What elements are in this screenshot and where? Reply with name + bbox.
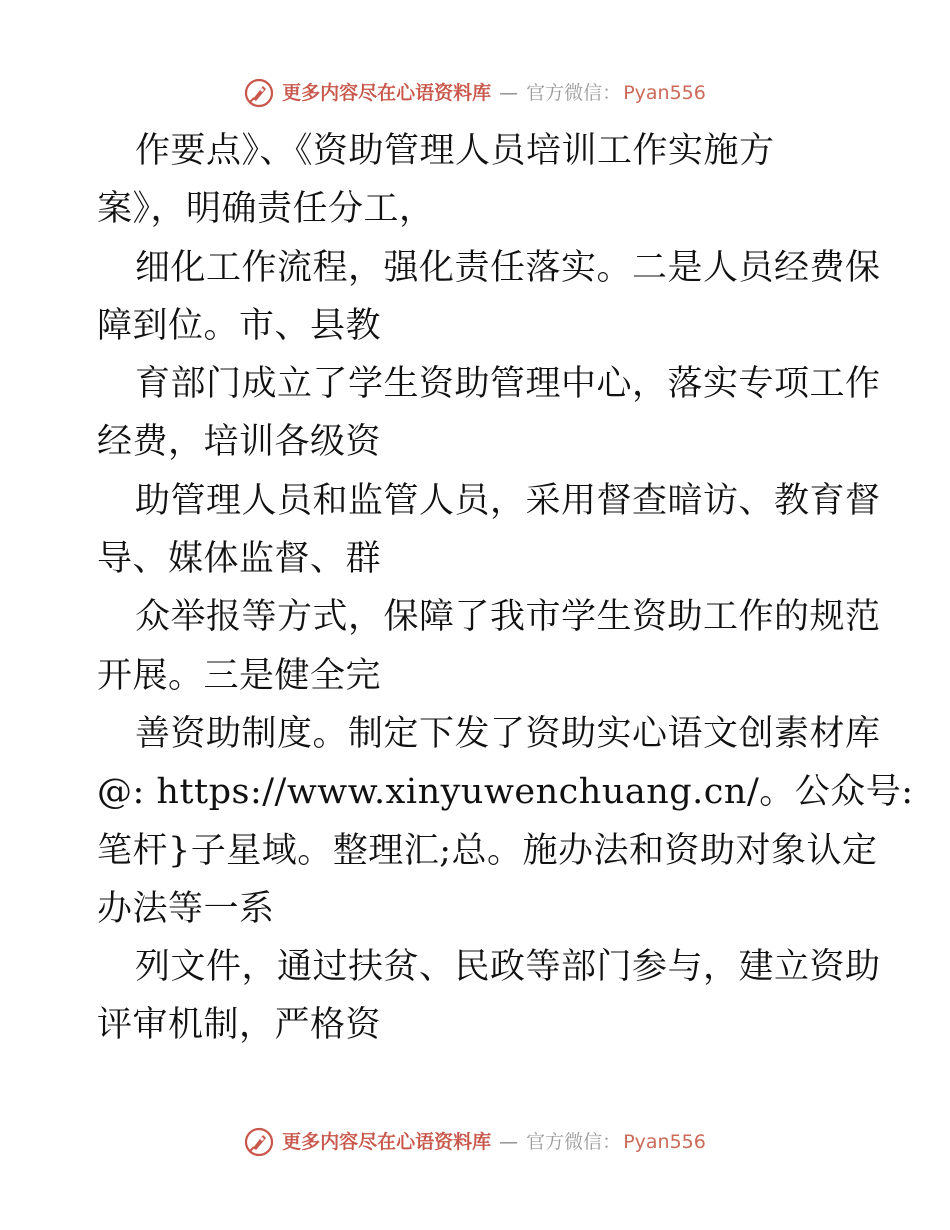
body-line-11: 善资助制度。制定下发了资助实心语文创素材库	[135, 713, 881, 754]
banner-title: 更多内容尽在心语资料库	[282, 82, 492, 104]
footer-banner	[0, 1127, 950, 1157]
document-body	[97, 122, 914, 1055]
header-banner	[0, 78, 950, 108]
footer-banner-wechat-label: 官方微信：	[526, 1131, 622, 1153]
body-line-12: @: https://www.xinyuwenchuang.cn/。公众号:	[97, 772, 914, 813]
body-line-16: 评审机制，严格资	[97, 1005, 382, 1046]
body-line-8: 导、媒体监督、群	[97, 539, 382, 580]
body-line-6: 经费，培训各级资	[97, 422, 382, 463]
footer-banner-wechat-id: Pyan556	[623, 1131, 706, 1153]
body-line-1: 作要点》、《资助管理人员培训工作实施方	[135, 131, 775, 171]
body-line-5: 育部门成立了学生资助管理中心，落实专项工作	[135, 364, 881, 405]
body-line-7: 助管理人员和监管人员，采用督查暗访、教育督	[135, 480, 881, 521]
footer-banner-dash: —	[499, 1131, 519, 1153]
body-line-14: 办法等一系	[97, 888, 275, 929]
banner-dash: —	[499, 82, 519, 104]
body-line-13: 笔杆}子星域。整理汇;总。施办法和资助对象认定	[97, 830, 878, 871]
banner-wechat-id: Pyan556	[623, 82, 706, 104]
body-line-2: 案》，明确责任分工，	[97, 189, 435, 230]
body-line-4: 障到位。市、县教	[97, 305, 382, 346]
footer-banner-title: 更多内容尽在心语资料库	[282, 1131, 492, 1153]
banner-wechat-label: 官方微信：	[526, 82, 622, 104]
pen-nib-logo-icon	[244, 1127, 274, 1157]
body-line-10: 开展。三是健全完	[97, 655, 382, 696]
body-line-15: 列文件，通过扶贫、民政等部门参与，建立资助	[135, 947, 881, 988]
body-line-9: 众举报等方式，保障了我市学生资助工作的规范	[135, 597, 881, 638]
body-line-3: 细化工作流程，强化责任落实。二是人员经费保	[135, 247, 881, 288]
pen-nib-logo-icon	[244, 78, 274, 108]
